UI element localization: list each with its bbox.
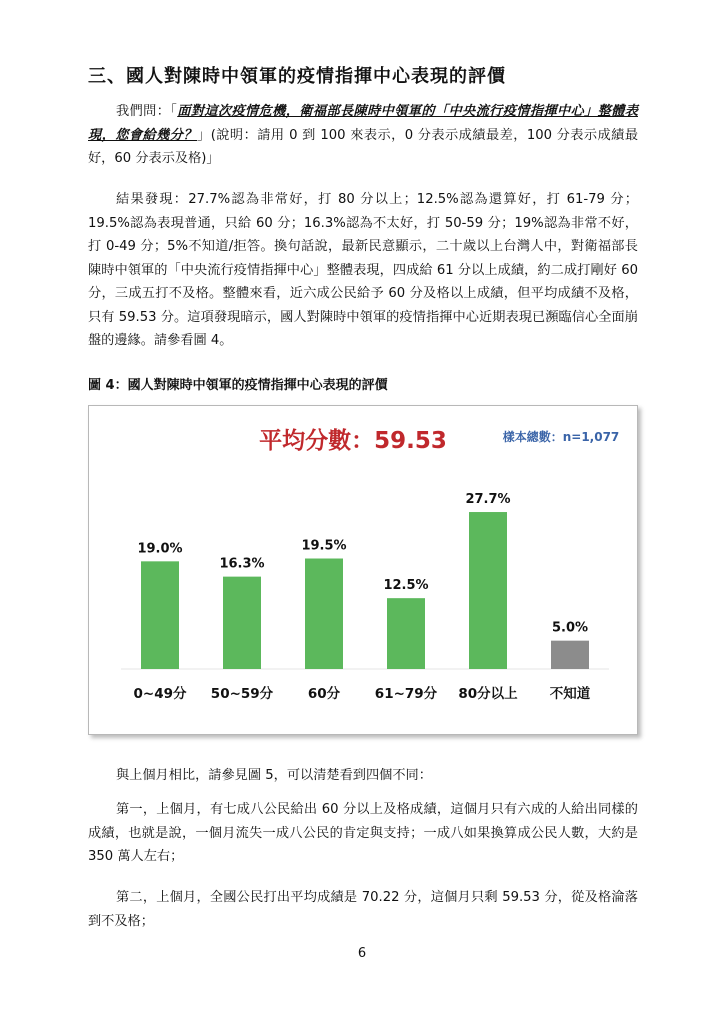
sample-size-note: 樣本總數：n=1,077: [502, 430, 620, 444]
bar-2: [305, 559, 343, 670]
question-suffix: 」(說明：請用 0 到 100 來表示，0 分表示成績最差，100 分表示成績最好，60 分表示及格)」: [88, 127, 639, 166]
category-label-0: 0~49分: [133, 686, 187, 702]
question-text: 面對這次疫情危機，衛福部長陳時中領軍的「中央流行疫情指揮中心」整體表現，您會給幾分？: [88, 104, 638, 143]
bar-value-label-4: 27.7%: [465, 492, 511, 508]
category-label-4: 80分以上: [458, 686, 518, 702]
bar-3: [387, 598, 425, 669]
bar-value-label-3: 12.5%: [383, 578, 429, 594]
bar-1: [223, 577, 261, 669]
point-two-paragraph: 第二，上個月，全國公民打出平均成績是 70.22 分，這個月只剩 59.53 分，從及格淪落到不及格；: [88, 890, 638, 929]
page-number: 6: [357, 946, 367, 961]
chart-title: 平均分數：59.53: [259, 428, 447, 454]
bar-5: [551, 641, 589, 669]
bar-value-label-1: 16.3%: [219, 556, 265, 572]
bar-value-label-0: 19.0%: [137, 541, 183, 557]
question-prefix: 我們問：「: [116, 104, 178, 119]
bar-0: [141, 561, 179, 669]
category-label-2: 60分: [307, 686, 341, 702]
bar-value-label-2: 19.5%: [301, 538, 347, 554]
category-label-3: 61~79分: [374, 686, 438, 702]
bar-group: [134, 492, 591, 702]
bar-value-label-5: 5.0%: [551, 620, 589, 636]
figure-caption: 圖 4：國人對陳時中領軍的疫情指揮中心表現的評價: [88, 378, 388, 393]
question-paragraph: [88, 100, 638, 171]
comparison-intro: 與上個月相比，請參見圖 5，可以清楚看到四個不同：: [116, 768, 432, 783]
section-heading: 三、國人對陳時中領軍的疫情指揮中心表現的評價: [88, 66, 506, 87]
category-label-1: 50~59分: [210, 686, 274, 702]
category-label-5: 不知道: [549, 686, 591, 702]
bar-4: [469, 512, 507, 669]
chart-frame: [88, 405, 638, 735]
bar-chart: [89, 406, 637, 734]
point-one-paragraph: 第一，上個月，有七成八公民給出 60 分以上及格成績，這個月只有六成的人給出同樣的成績，也就是說，一個月流失一成八公民的肯定與支持；一成八如果換算成公民人數，大約是 350 萬人左右；: [88, 802, 638, 864]
findings-paragraph: 結果發現：27.7%認為非常好，打 80 分以上；12.5%認為還算好，打 61-79 分；19.5%認為表現普通，只給 60 分；16.3%認為不太好，打 50-59 分；19%認為非常不好，打 0-49 分；5%不知道/拒答。換句話說，最新民意顯示，二十歲以上台灣人中，對衛福部長陳時中領軍的「中央流行疫情指揮中心」整體表現，四成給 61 分以上成績，約二成打剛好 60 分，三成五打不及格。整體來看，近六成公民給予 60 分及格以上成績，但平均成績不及格，只有 59.53 分。這項發現暗示，國人對陳時中領軍的疫情指揮中心近期表現已瀕臨信心全面崩盤的邊緣。請參看圖 4。: [88, 192, 638, 348]
